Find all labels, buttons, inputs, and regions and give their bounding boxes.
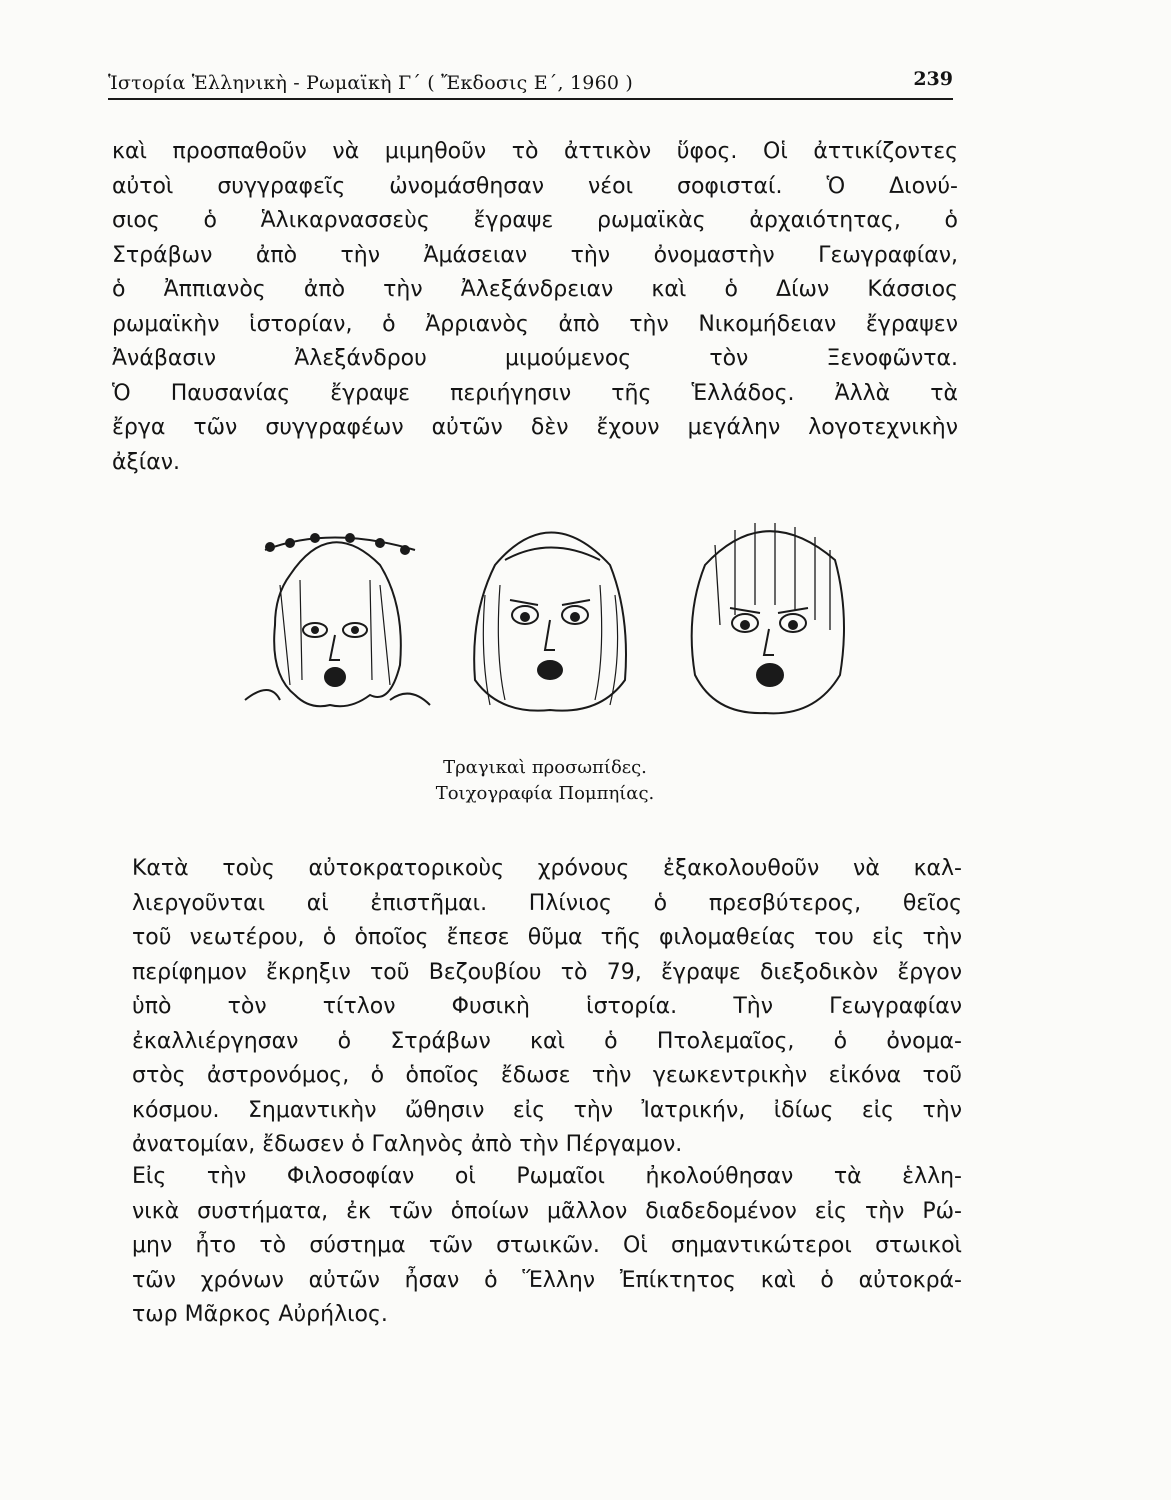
running-title: Ἱστορία Ἑλληνικὴ - Ρωμαϊκὴ Γ΄ ( Ἔκδοσις Ε΄, 1960 ) — [108, 72, 633, 94]
paragraph-3 — [132, 1160, 962, 1333]
tragic-mask-3 — [675, 505, 860, 720]
text-line: νικὰ συστήματα, ἐκ τῶν ὁποίων μᾶλλον διαδεδομένον εἰς τὴν Ρώ- — [132, 1198, 962, 1224]
text-line: Κατὰ τοὺς αὐτοκρατορικοὺς χρόνους ἐξακολουθοῦν νὰ καλ- — [132, 856, 962, 881]
text-line: ἀνατομίαν, ἔδωσεν ὁ Γαληνὸς ἀπὸ τὴν Πέργαμον. — [132, 1132, 683, 1157]
text-line: λιεργοῦνται αἱ ἐπιστῆμαι. Πλίνιος ὁ πρεσβύτερος, θεῖος — [132, 890, 962, 916]
tragic-masks-illustration — [230, 505, 860, 720]
figure-caption — [400, 755, 690, 807]
text-line: περίφημον ἔκρηξιν τοῦ Βεζουβίου τὸ 79, ἔγραψε διεξοδικὸν ἔργον — [132, 959, 962, 985]
text-line: κόσμου. Σημαντικὴν ὤθησιν εἰς τὴν Ἰατρικήν, ἰδίως εἰς τὴν — [132, 1097, 962, 1123]
page-number: 239 — [913, 68, 953, 90]
header-rule — [108, 98, 953, 100]
text-line: τοῦ νεωτέρου, ὁ ὁποῖος ἔπεσε θῦμα τῆς φιλομαθείας του εἰς τὴν — [132, 925, 962, 950]
text-line: καὶ προσπαθοῦν νὰ μιμηθοῦν τὸ ἀττικὸν ὕφος. Οἱ ἀττικίζοντες — [112, 139, 958, 164]
text-line: Στράβων ἀπὸ τὴν Ἀμάσειαν τὴν ὀνομαστὴν Γεωγραφίαν, — [112, 242, 958, 268]
text-line: ἐκαλλιέργησαν ὁ Στράβων καὶ ὁ Πτολεμαῖος, ὁ ὀνομα- — [132, 1028, 962, 1054]
text-line: τῶν χρόνων αὐτῶν ἦσαν ὁ Ἕλλην Ἐπίκτητος καὶ ὁ αὐτοκρά- — [132, 1267, 962, 1293]
text-line: Εἰς τὴν Φιλοσοφίαν οἱ Ρωμαῖοι ἠκολούθησαν τὰ ἑλλη- — [132, 1164, 962, 1189]
text-line: μην ἦτο τὸ σύστημα τῶν στωικῶν. Οἱ σημαντικώτεροι στωικοὶ — [132, 1233, 962, 1258]
text-line: τωρ Μᾶρκος Αὐρήλιος. — [132, 1302, 388, 1327]
text-line: ἀξίαν. — [112, 449, 180, 475]
paragraph-2 — [132, 852, 962, 1163]
paragraph-1 — [112, 135, 958, 480]
text-line: ὁ Ἀππιανὸς ἀπὸ τὴν Ἀλεξάνδρειαν καὶ ὁ Δίων Κάσσιος — [112, 277, 958, 302]
text-line: σιος ὁ Ἁλικαρνασσεὺς ἔγραψε ρωμαϊκὰς ἀρχαιότητας, ὁ — [112, 208, 958, 233]
caption-title: Τραγικαὶ προσωπίδες. — [443, 757, 647, 778]
text-line: ὑπὸ τὸν τίτλον Φυσικὴ ἱστορία. Τὴν Γεωγραφίαν — [132, 994, 962, 1019]
text-line: ρωμαϊκὴν ἱστορίαν, ὁ Ἀρριανὸς ἀπὸ τὴν Νικομήδειαν ἔγραψεν — [112, 311, 958, 337]
caption-source: Τοιχογραφία Πομπηίας. — [435, 783, 655, 804]
running-header — [108, 68, 953, 96]
text-line: αὐτοὶ συγγραφεῖς ὠνομάσθησαν νέοι σοφισταί. Ὁ Διονύ- — [112, 173, 958, 199]
text-line: στὸς ἀστρονόμος, ὁ ὁποῖος ἔδωσε τὴν γεωκεντρικὴν εἰκόνα τοῦ — [132, 1063, 962, 1088]
text-line: ἔργα τῶν συγγραφέων αὐτῶν δὲν ἔχουν μεγάλην λογοτεχνικὴν — [112, 415, 958, 440]
tragic-mask-1 — [230, 505, 435, 720]
tragic-mask-2 — [450, 505, 650, 720]
text-line: Ὁ Παυσανίας ἔγραψε περιήγησιν τῆς Ἑλλάδος. Ἀλλὰ τὰ — [112, 380, 958, 406]
text-line: Ἀνάβασιν Ἀλεξάνδρου μιμούμενος τὸν Ξενοφῶντα. — [112, 346, 958, 371]
